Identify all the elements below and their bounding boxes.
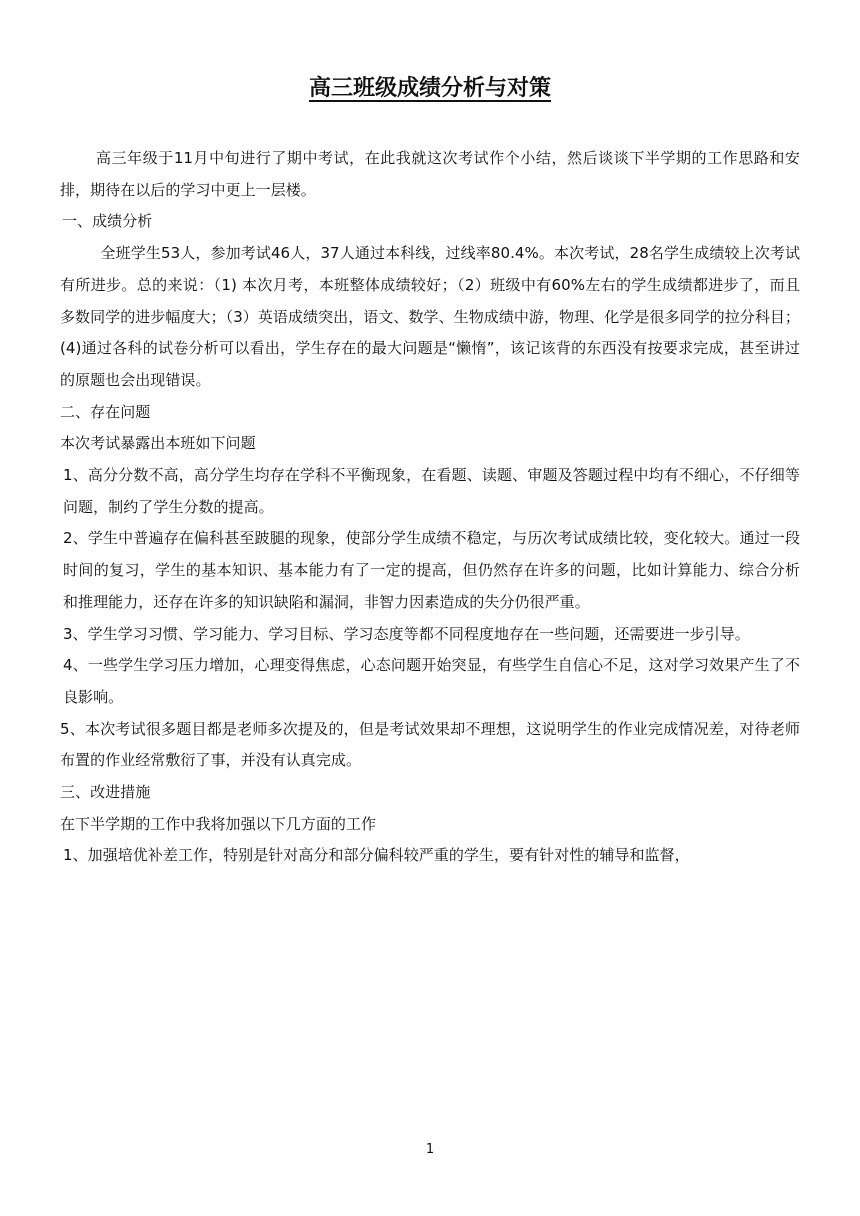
section-heading-measures: 三、改进措施	[60, 783, 151, 802]
problem-item-3: 3、学生学习习惯、学习能力、学习目标、学习态度等都不同程度地存在一些问题，还需要进一步引导。	[63, 624, 750, 643]
measures-lead: 在下半学期的工作中我将加强以下几方面的工作	[60, 814, 377, 833]
problem-item-5: 5、本次考试很多题目都是老师多次提及的，但是考试效果却不理想，这说明学生的作业完成情况差，对待老师布置的作业经常敷衍了事，并没有认真完成。	[60, 719, 800, 770]
results-paragraph: 全班学生53人，参加考试46人，37人通过本科线，过线率80.4%。本次考试，28名学生成绩较上次考试有所进步。总的来说：（1) 本次月考，本班整体成绩较好；（2）班级中有60%左右的学生成绩都进步了，而且多数同学的进步幅度大；（3）英语成绩突出，语文、数学、生物成绩中游，物理、化学是很多同学的拉分科目；(4)通过各科的试卷分析可以看出，学生存在的最大问题是“懒惰”，该记该背的东西没有按要求完成，甚至讲过的原题也会出现错误。	[60, 244, 800, 389]
section-heading-problems: 二、存在问题	[60, 402, 151, 421]
problems-lead: 本次考试暴露出本班如下问题	[60, 434, 256, 453]
problem-item-1: 1、高分分数不高，高分学生均存在学科不平衡现象，在看题、读题、审题及答题过程中均有不细心，不仔细等问题，制约了学生分数的提高。	[63, 466, 800, 516]
document-title	[0, 72, 860, 106]
page-number: 1	[425, 1142, 435, 1157]
problem-item-2: 2、学生中普遍存在偏科甚至跛腿的现象，使部分学生成绩不稳定，与历次考试成绩比较，变化较大。通过一段时间的复习，学生的基本知识、基本能力有了一定的提高，但仍然存在许多的问题，比如计算能力、综合分析和推理能力，还存在许多的知识缺陷和漏洞，非智力因素造成的失分仍很严重。	[63, 529, 800, 611]
measure-item-1: 1、加强培优补差工作，特别是针对高分和部分偏科较严重的学生，要有针对性的辅导和监督，	[63, 846, 690, 865]
document-body	[60, 143, 800, 872]
problem-item-4: 4、一些学生学习压力增加，心理变得焦虑，心态问题开始突显，有些学生自信心不足，这对学习效果产生了不良影响。	[63, 656, 800, 706]
intro-paragraph: 高三年级于11月中旬进行了期中考试，在此我就这次考试作个小结，然后谈谈下半学期的工作思路和安排，期待在以后的学习中更上一层楼。	[60, 149, 800, 199]
title-text: 高三班级成绩分析与对策	[308, 76, 551, 101]
section-heading-results: 一、成绩分析	[62, 212, 153, 231]
